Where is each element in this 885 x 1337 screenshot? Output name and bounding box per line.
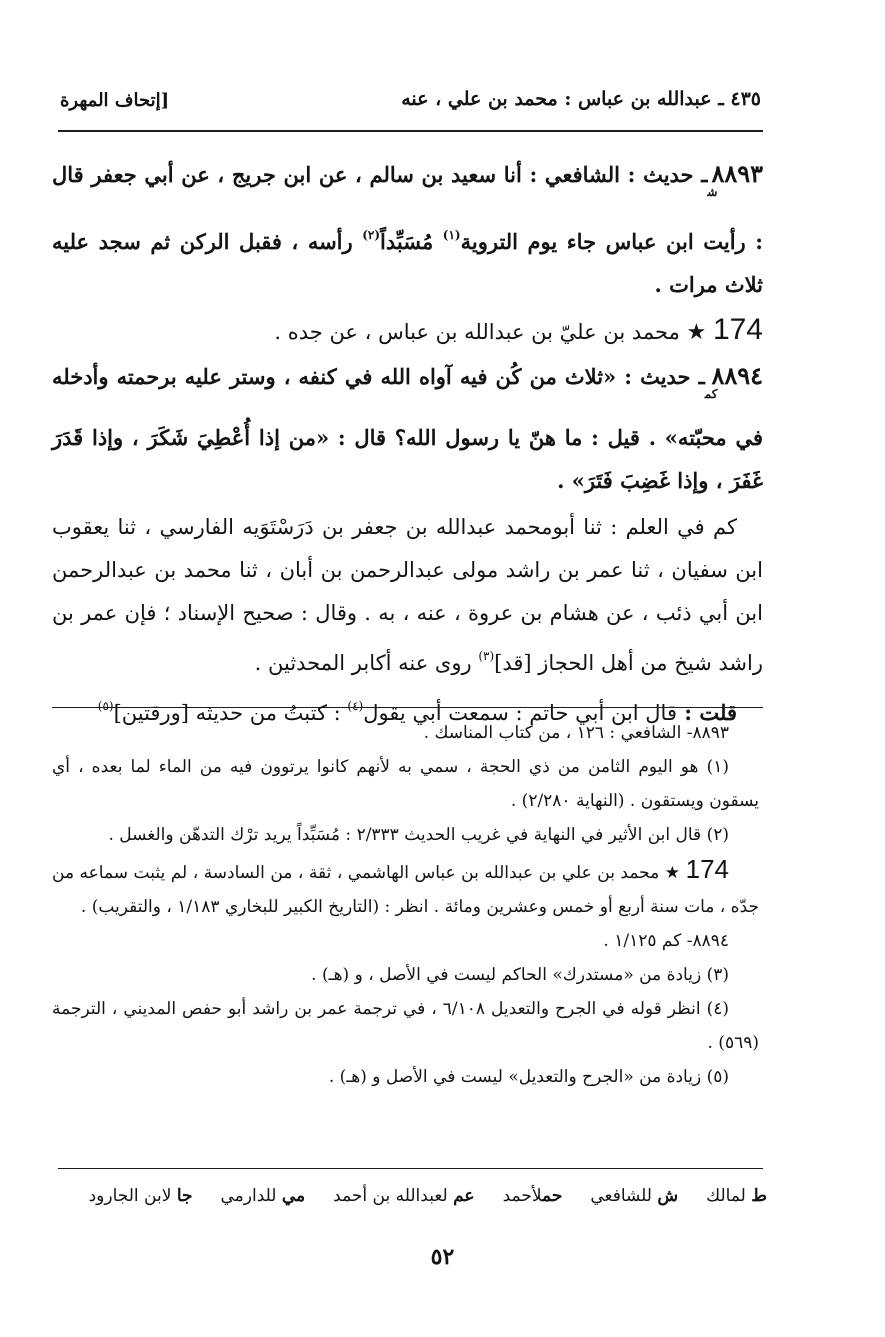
book-title: [إتحاف المهرة [60, 90, 170, 111]
footnote-8894: ٨٨٩٤- كم ١/١٢٥ . [603, 931, 729, 951]
header-rule [58, 130, 763, 132]
siglum-entry [706, 1186, 767, 1206]
siglum-entry [333, 1186, 474, 1206]
siglum-name: للشافعي [590, 1186, 652, 1206]
siglum-entry [89, 1186, 193, 1206]
siglum-code: عم [453, 1186, 475, 1206]
footnote-174 [52, 852, 759, 924]
siglum-code: ش [657, 1186, 679, 1206]
hadith-text: ـ حديث : «ثلاث من كُن فيه آواه الله في كنفه ، وستر عليه برحمته وأدخله في محبّته» . قيل : ما هنّ يا رسول الله؟ قال : «من إذا أُعْطِيَ شَكَرَ ، وإذا قَدَرَ غَفَرَ ، وإذا غَضِبَ فَتَرَ» . [52, 364, 763, 493]
siglum-code: مي [281, 1186, 306, 1206]
siglum-name: للدارمي [220, 1186, 277, 1206]
qult-text-mid: : كتبتُ من حديثه [ورقتين] [113, 701, 348, 725]
narrator-number: 174 [685, 854, 729, 884]
siglum-code: حم [541, 1186, 563, 1206]
footnote-4: (٤) انظر قوله في الجرح والتعديل ٦/١٠٨ ، في ترجمة عمر بن راشد أبو حفص المديني ، الترجمة (٥٦٩) . [52, 999, 759, 1053]
siglum-code: ط [751, 1186, 767, 1206]
footnote-ref: (٢) [362, 228, 381, 242]
footnote-ref: (٣) [478, 649, 495, 663]
narrator-name: محمد بن عليّ بن عبدالله بن عباس ، عن جده . [274, 320, 680, 344]
footnote-1: (١) هو اليوم الثامن من ذي الحجة ، سمي به لأنهم كانوا يرتوون فيه من الماء لما بعده ، أي يسقون ويستقون . (النهاية ٢/٢٨٠) . [52, 757, 759, 811]
page-number: ٥٢ [430, 1244, 455, 1270]
footnote-2: (٢) قال ابن الأثير في النهاية في غريب الحديث ٢/٣٣٣ : مُسَبِّداً يريد ترْك التدهّن والغسل . [108, 825, 729, 845]
source-siglum: كم [704, 387, 718, 401]
siglum-entry [221, 1186, 306, 1206]
siglum-name: لأحمد [502, 1186, 542, 1206]
hadith-text-rest: رأسه ، فقبل الركن ثم سجد عليه ثلاث مرات . [52, 229, 763, 297]
siglum-code: جا [176, 1186, 193, 1206]
footnote-ref: (١) [442, 228, 461, 242]
hadith-number: ٨٨٩٤ [711, 361, 763, 390]
footnote-rule [52, 707, 763, 708]
footnotes [52, 716, 759, 1094]
footnote-174-text: محمد بن علي بن عبدالله بن عباس الهاشمي ، ثقة ، من السادسة ، لم يثبت سماعه من جدّه ، مات سنة أربع أو خمس وعشرين ومائة . انظر : (التاريخ الكبير للبخاري ١/١٨٣ ، والتقريب) . [52, 863, 759, 917]
chapter-title: ٤٣٥ ـ عبدالله بن عباس : محمد بن علي ، عنه [401, 88, 761, 110]
sigla-rule [58, 1168, 763, 1169]
footnote-ref: (٤) [347, 699, 364, 713]
isnad-text: كم في العلم : ثنا أبومحمد عبدالله بن جعفر بن دَرَسْتَوَيه الفارسي ، ثنا يعقوب ابن سفيان ، ثنا عمر بن راشد مولى عبدالرحمن بن أبان ، ثنا محمد بن عبدالرحمن ابن أبي ذئب ، عن هشام بن عروة ، عنه ، به . وقال : صحيح الإسناد ؛ فإن عمر بن راشد شيخ من أهل الحجاز [قد] [52, 515, 763, 675]
footnote-5: (٥) زيادة من «الجرح والتعديل» ليست في الأصل و (هـ) . [328, 1067, 729, 1087]
footnote-8893: ٨٨٩٣- الشافعي : ١٢٦ ، من كتاب المناسك . [423, 723, 729, 743]
siglum-name: لمالك [706, 1186, 746, 1206]
isnad-paragraph [52, 506, 763, 685]
isnad-text-rest: روى عنه أكابر المحدثين . [254, 651, 479, 675]
hadith-word: مُسَبِّداً [380, 229, 443, 254]
main-text [52, 152, 763, 735]
star-icon: ★ [664, 863, 681, 883]
hadith-8894 [52, 354, 763, 502]
hadith-number: ٨٨٩٣ [711, 159, 763, 188]
siglum-name: لابن الجارود [88, 1186, 172, 1206]
qult-text: قال ابن أبي حاتم : سمعت أبي يقول [363, 701, 677, 725]
footnote-3: (٣) زيادة من «مستدرك» الحاكم ليست في الأصل ، و (هـ) . [311, 965, 729, 985]
source-siglum: ش [707, 185, 718, 199]
hadith-text: ـ حديث : الشافعي : أنا سعيد بن سالم ، عن ابن جريج ، عن أبي جعفر قال : رأيت ابن عباس جاء يوم التروية [52, 162, 763, 254]
narrator-number: 174 [712, 313, 763, 346]
footnote-ref: (٥) [97, 699, 114, 713]
siglum-entry [590, 1186, 678, 1206]
running-header [60, 84, 761, 120]
siglum-entry [503, 1186, 563, 1206]
star-icon: ★ [686, 320, 707, 345]
sigla-key [58, 1186, 767, 1206]
siglum-name: لعبدالله بن أحمد [333, 1186, 448, 1206]
narrator-heading [52, 308, 763, 354]
qult-lead: قلت : [677, 700, 737, 725]
hadith-8893 [52, 152, 763, 306]
